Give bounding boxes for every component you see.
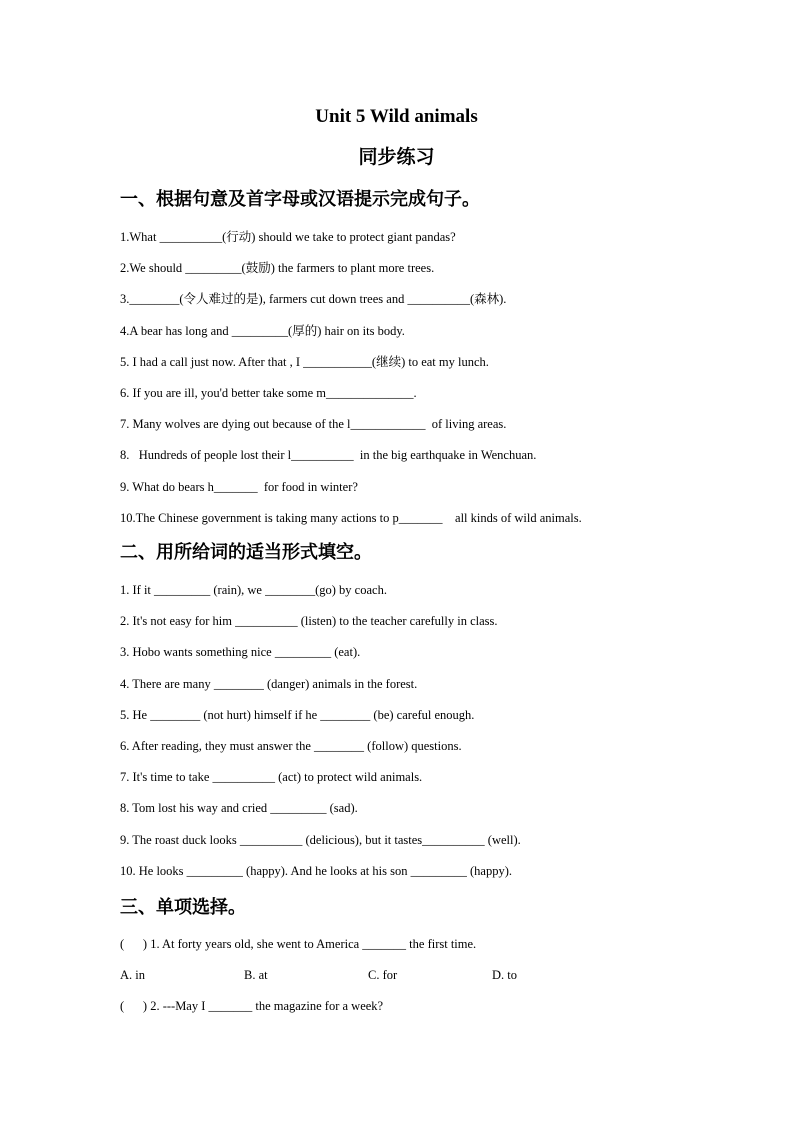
answer-options xyxy=(120,966,720,997)
document-subtitle: 同步练习 xyxy=(358,147,435,168)
question: 2. It's not easy for him __________ (listen) to the teacher carefully in class. xyxy=(120,614,498,629)
question: 8. Hundreds of people lost their l__________ in the big earthquake in Wenchuan. xyxy=(120,448,537,463)
option-b: B. at xyxy=(244,968,268,983)
section-3-heading: 三、单项选择。 xyxy=(120,897,246,918)
question: 5. He ________ (not hurt) himself if he ________ (be) careful enough. xyxy=(120,707,475,722)
option-c: C. for xyxy=(368,968,398,983)
question: 4.A bear has long and _________(厚的) hair on its body. xyxy=(120,323,405,338)
question: 4. There are many ________ (danger) animals in the forest. xyxy=(120,676,418,691)
question: ( ) 1. At forty years old, she went to America _______ the first time. xyxy=(120,937,477,951)
question: 5. I had a call just now. After that , I ___________(继续) to eat my lunch. xyxy=(120,354,489,369)
option-a: A. in xyxy=(120,968,145,983)
question: 3. Hobo wants something nice _________ (eat). xyxy=(120,645,361,660)
question: 10. He looks _________ (happy). And he looks at his son _________ (happy). xyxy=(120,863,512,878)
question: 6. After reading, they must answer the ________ (follow) questions. xyxy=(120,738,462,753)
section-2-items xyxy=(120,581,720,893)
question: 7. It's time to take __________ (act) to protect wild animals. xyxy=(120,770,423,785)
option-d: D. to xyxy=(492,968,517,983)
question: 6. If you are ill, you'd better take some m______________. xyxy=(120,385,417,400)
question: 7. Many wolves are dying out because of the l____________ of living areas. xyxy=(120,417,507,432)
section-3-items xyxy=(120,935,720,1029)
question: 1. If it _________ (rain), we ________(go) by coach. xyxy=(120,583,387,597)
question: 10.The Chinese government is taking many actions to p_______ all kinds of wild animals. xyxy=(120,510,582,525)
section-1-heading: 一、根据句意及首字母或汉语提示完成句子。 xyxy=(120,189,480,210)
question: 8. Tom lost his way and cried _________ (sad). xyxy=(120,801,358,816)
question: 3.________(令人难过的是), farmers cut down trees and __________(森林). xyxy=(120,292,507,307)
question: 2.We should _________(鼓励) the farmers to plant more trees. xyxy=(120,261,435,276)
document-title: Unit 5 Wild animals xyxy=(315,106,478,127)
section-2-heading: 二、用所给词的适当形式填空。 xyxy=(120,542,372,563)
question: 9. The roast duck looks __________ (delicious), but it tastes__________ (well). xyxy=(120,832,521,847)
question: ( ) 2. ---May I _______ the magazine for a week? xyxy=(120,999,384,1014)
question: 1.What __________(行动) should we take to protect giant pandas? xyxy=(120,230,456,244)
question: 9. What do bears h_______ for food in winter? xyxy=(120,479,358,494)
section-1-items xyxy=(120,228,720,540)
